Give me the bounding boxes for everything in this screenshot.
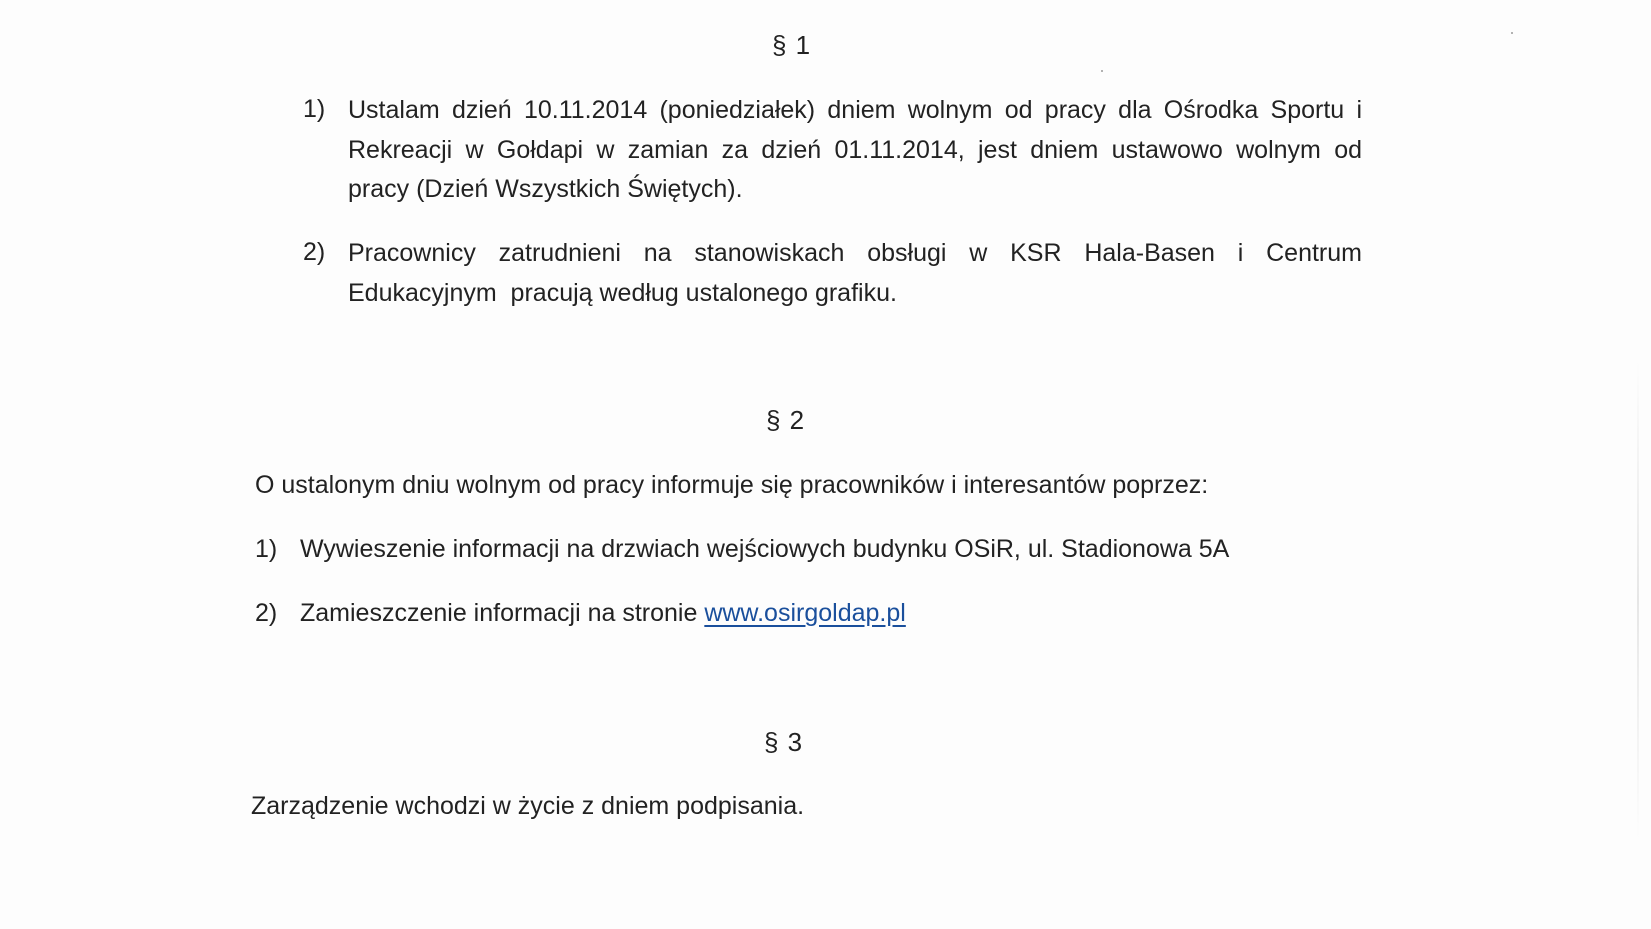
- section-3-heading: § 3: [764, 727, 804, 757]
- section-2-item-2-line: [300, 592, 906, 634]
- section-1-item-2-line-2: Edukacyjnym pracują według ustalonego grafiku.: [348, 279, 897, 307]
- section-1-item-2-line-1: Pracownicy zatrudnieni na stanowiskach obsługi w KSR Hala-Basen i Centrum: [348, 239, 1362, 267]
- scan-edge-shadow: [1637, 360, 1639, 840]
- section-2-item-1-number: 1): [255, 535, 278, 563]
- section-1-item-1-line-3: pracy (Dzień Wszystkich Świętych).: [348, 175, 743, 203]
- section-3-text: Zarządzenie wchodzi w życie z dniem podpisania.: [251, 792, 805, 820]
- section-2-intro: O ustalonym dniu wolnym od pracy informuje się pracowników i interesantów poprzez:: [255, 471, 1209, 499]
- section-2-item-2-text: Zamieszczenie informacji na stronie: [300, 599, 705, 627]
- section-2-item-2-number: 2): [255, 599, 278, 627]
- section-2-heading: § 2: [766, 405, 806, 435]
- section-1-item-1-line-2: Rekreacji w Gołdapi w zamian za dzień 01.11.2014, jest dniem ustawowo wolnym od: [348, 136, 1362, 164]
- scan-speck: [1101, 70, 1103, 72]
- section-1-item-1-line-1: Ustalam dzień 10.11.2014 (poniedziałek) dniem wolnym od pracy dla Ośrodka Sportu i: [348, 96, 1362, 124]
- section-2-item-1-text: Wywieszenie informacji na drzwiach wejściowych budynku OSiR, ul. Stadionowa 5A: [300, 535, 1230, 563]
- scan-speck: [1511, 32, 1513, 34]
- section-1-item-2-number: 2): [303, 238, 326, 266]
- website-link[interactable]: www.osirgoldap.pl: [704, 599, 906, 627]
- section-1-heading: § 1: [772, 30, 812, 60]
- section-1-item-1-number: 1): [303, 95, 326, 123]
